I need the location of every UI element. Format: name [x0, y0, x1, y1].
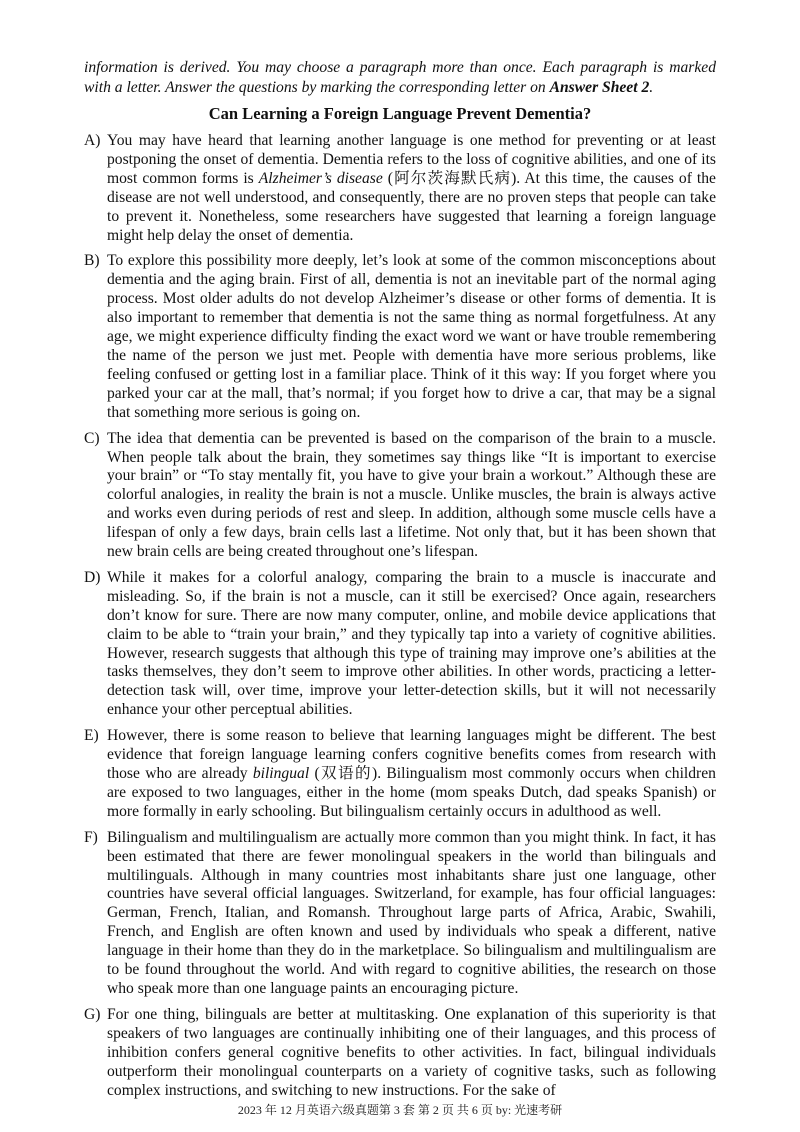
answer-sheet-reference: Answer Sheet 2	[549, 78, 650, 96]
section-instructions	[84, 58, 716, 97]
chinese-gloss: (双语的)	[309, 765, 378, 782]
paragraph-a	[84, 132, 716, 245]
page-footer: 2023 年 12 月英语六级真题第 3 套 第 2 页 共 6 页 by: 光速考研	[237, 1103, 563, 1117]
instructions-end: .	[649, 78, 654, 96]
paragraph-letter: E)	[84, 727, 99, 745]
paragraph-body	[107, 132, 716, 245]
paragraph-g	[84, 1006, 716, 1101]
paragraph-text: . Bilingualism most commonly occurs when children are exposed to two languages, either in the home (mom speaks Dutch, dad speaks Spanish) or more formally in early schooling. But bilingualism certainly occurs in adulthood as well.	[107, 765, 716, 820]
glossed-term: Alzheimer’s disease	[258, 169, 383, 187]
paragraph-text: You may have heard that learning another language is one method for preventing or at least postponing the onset of dementia. Dementia refers to the loss of cognitive abilities, and one of its most common forms is	[107, 132, 716, 187]
paragraph-letter: G)	[84, 1005, 101, 1023]
paragraph-text: However, there is some reason to believe that learning languages might be different. The best evidence that foreign language learning confers cognitive benefits comes from research with those who are already	[107, 727, 716, 782]
paragraph-c	[84, 430, 716, 562]
paragraph-text: . At this time, the causes of the disease are not well understood, and consequently, there are no proven steps that people can take to prevent it. Nonetheless, some researchers have suggested that learning a foreign language might help delay the onset of dementia.	[107, 169, 716, 244]
paragraph-body: Bilingualism and multilingualism are actually more common than you might think. In fact, it has been estimated that there are fewer monolingual speakers in the world than bilinguals and multilinguals. Although in many countries most inhabitants share just one language, other countries have several official languages. Switzerland, for example, has four official languages: German, French, Italian, and Romansh. Throughout large parts of Africa, Arabic, Swahili, French, and English are often known and used by individuals who speak a different, native language in their home than they do in the marketplace. So bilingualism and multilingualism are to be found throughout the world. And with regard to cognitive abilities, the research on those who speak more than one language paints an encouraging picture.	[107, 828, 716, 997]
paragraph-letter: F)	[84, 828, 98, 846]
passage-title: Can Learning a Foreign Language Prevent Dementia?	[208, 104, 592, 123]
glossed-term: bilingual	[252, 765, 310, 782]
paragraph-d	[84, 569, 716, 720]
paragraph-body: While it makes for a colorful analogy, comparing the brain to a muscle is inaccurate and misleading. So, if the brain is not a muscle, can it still be exercised? Once again, researchers don’t know for sure. There are now many computer, online, and mobile device applications that claim to be able to “train your brain,” and they typically tap into a variety of cognitive abilities. However, research suggests that although this type of training may improve one’s abilities at the tasks themselves, they don’t seem to improve other abilities. In other words, practicing a letter-detection task will, over time, improve your letter-detection skills, but it will not necessarily enhance your other perceptual abilities.	[107, 568, 716, 719]
chinese-gloss: (阿尔茨海默氏病)	[382, 169, 517, 187]
paragraph-body: The idea that dementia can be prevented is based on the comparison of the brain to a muscle. When people talk about the brain, they sometimes say things like “It is important to exercise your brain” or “To stay mentally fit, you have to give your brain a workout.” Although these are colorful analogies, in reality the brain is not a muscle. Unlike muscles, the brain is always active and works even during periods of rest and sleep. In addition, although some muscle cells have a lifespan of only a few days, brain cells last a lifetime. Not only that, but it has been shown that new brain cells are being created throughout one’s lifespan.	[107, 429, 716, 561]
paragraph-letter: B)	[84, 252, 100, 270]
paragraph-letter: D)	[84, 568, 101, 586]
instructions-text: information is derived. You may choose a paragraph more than once. Each paragraph is marked with a letter. Answer the questions by marking the corresponding letter on	[84, 59, 716, 96]
paragraph-body: To explore this possibility more deeply, let’s look at some of the common misconceptions about dementia and the aging brain. First of all, dementia is not an inevitable part of the normal aging process. Most older adults do not develop Alzheimer’s disease or other forms of dementia. It is also important to remember that dementia is not the same thing as normal forgetfulness. At any age, we might experience difficulty finding the exact word we want or have trouble remembering the name of the person we just met. People with dementia have more serious problems, like feeling confused or getting lost in a familiar place. Think of it this way: If you forget where you parked your car at the mall, that’s normal; if you forget how to drive a car, that may be a signal that something more serious is going on.	[107, 252, 716, 421]
paragraph-e	[84, 727, 716, 822]
paragraph-f	[84, 829, 716, 999]
paragraph-letter: C)	[84, 429, 100, 447]
paragraph-body	[107, 727, 716, 822]
document-page	[84, 58, 716, 1107]
paragraph-letter: A)	[84, 132, 101, 149]
paragraph-b	[84, 252, 716, 422]
paragraph-body: For one thing, bilinguals are better at multitasking. One explanation of this superiority is that speakers of two languages are continually inhibiting one of their languages, and this process of inhibition confers general cognitive benefits to other activities. In fact, bilingual individuals outperform their monolingual counterparts on a variety of cognitive tasks, such as following complex instructions, and switching to new instructions. For the sake of	[107, 1005, 716, 1099]
